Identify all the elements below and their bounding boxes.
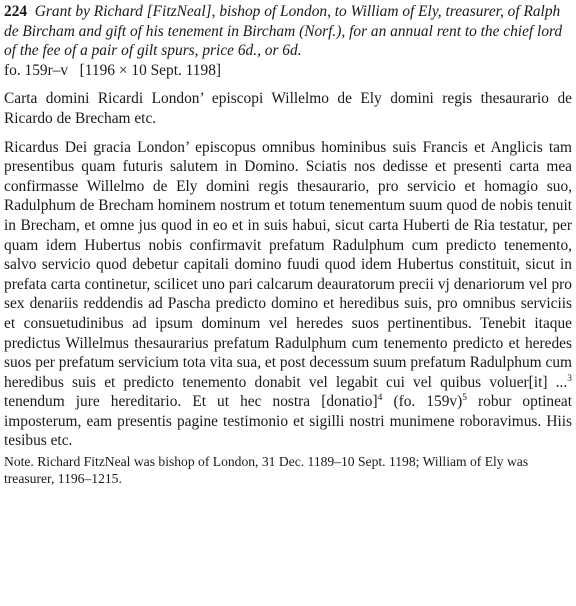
folio-number: fo. 159r–v <box>4 61 69 79</box>
charter-text-part-3: (fo. 159v) <box>382 393 463 411</box>
charter-text-part-2: tenendum jure hereditario. Et ut hec nostra [donatio] <box>4 393 378 411</box>
charter-text-part-1: Ricardus Dei gracia London’ episcopus omnibus hominibus suis Francis et Anglicis tam presentibus quam futuris salutem in Domino. Sciatis nos dedisse et presenti carta mea confirmasse Willelmo de Ely domini regis thesaurario, pro servicio et homagio suo, Radulphum de Brecham hominem nostrum et totum tenementum suum quod de nobis tenuit in Brecham, et omne jus quod in eo et in suis habui, sicut carta Huberti de Ria testatur, per quam idem Hubertus nobis confirmavit prefatum Radulphum cum predicto tenemento, salvo servicio quod debetur capitali domino fuudi quod idem Hubertus constituit, sicut in prefata carta continetur, scilicet uno pari calcarum deauratorum precii vj denariorum vel pro sex denariis reddendis ad Pascha predicto domino et heredibus suis, pro omnibus serviciis et consuetudinibus ad ipsum dominum vel heredes suos pertinentibus. Tenebit itaque predictus Willelmus thesaurarius prefatum Radulphum cum tenemento predicto et heredes suos per prefatum servicium tota vita sua, et post decessum suum prefatum Radulphum cum heredibus suis et predicto tenemento donabit vel legabit cui vel quibus voluer[it] ... <box>4 138 572 391</box>
charter-text <box>4 138 572 452</box>
charter-text-part-4: robur optineat imposterum, eam presentis pagine testimonio et sigilli nostri munimene roboravimus. Hiis tesibus etc. <box>4 393 573 450</box>
footnote-marker-5: 5 <box>462 393 467 404</box>
document-page <box>4 2 572 487</box>
rubric: Carta domini Ricardi London’ episcopi Willelmo de Ely domini regis thesaurario de Ricardo de Brecham etc. <box>4 90 572 127</box>
entry-summary: Grant by Richard [FitzNeal], bishop of London, to William of Ely, treasurer, of Ralph de Bircham and gift of his tenement in Bircham (Norf.), for an annual rent to the chief lord of the fee of a pair of gilt spurs, price 6d., or 6d. <box>4 3 563 60</box>
footnote-marker-3: 3 <box>567 373 572 384</box>
editorial-note: Note. Richard FitzNeal was bishop of London, 31 Dec. 1189–10 Sept. 1198; William of Ely was treasurer, 1196–1215. <box>4 454 529 487</box>
folio-reference <box>4 61 572 81</box>
entry-heading <box>4 2 572 61</box>
footnote-marker-4: 4 <box>377 393 383 404</box>
entry-number: 224 <box>4 3 28 20</box>
entry-date: [1196 × 10 Sept. 1198] <box>79 61 222 79</box>
